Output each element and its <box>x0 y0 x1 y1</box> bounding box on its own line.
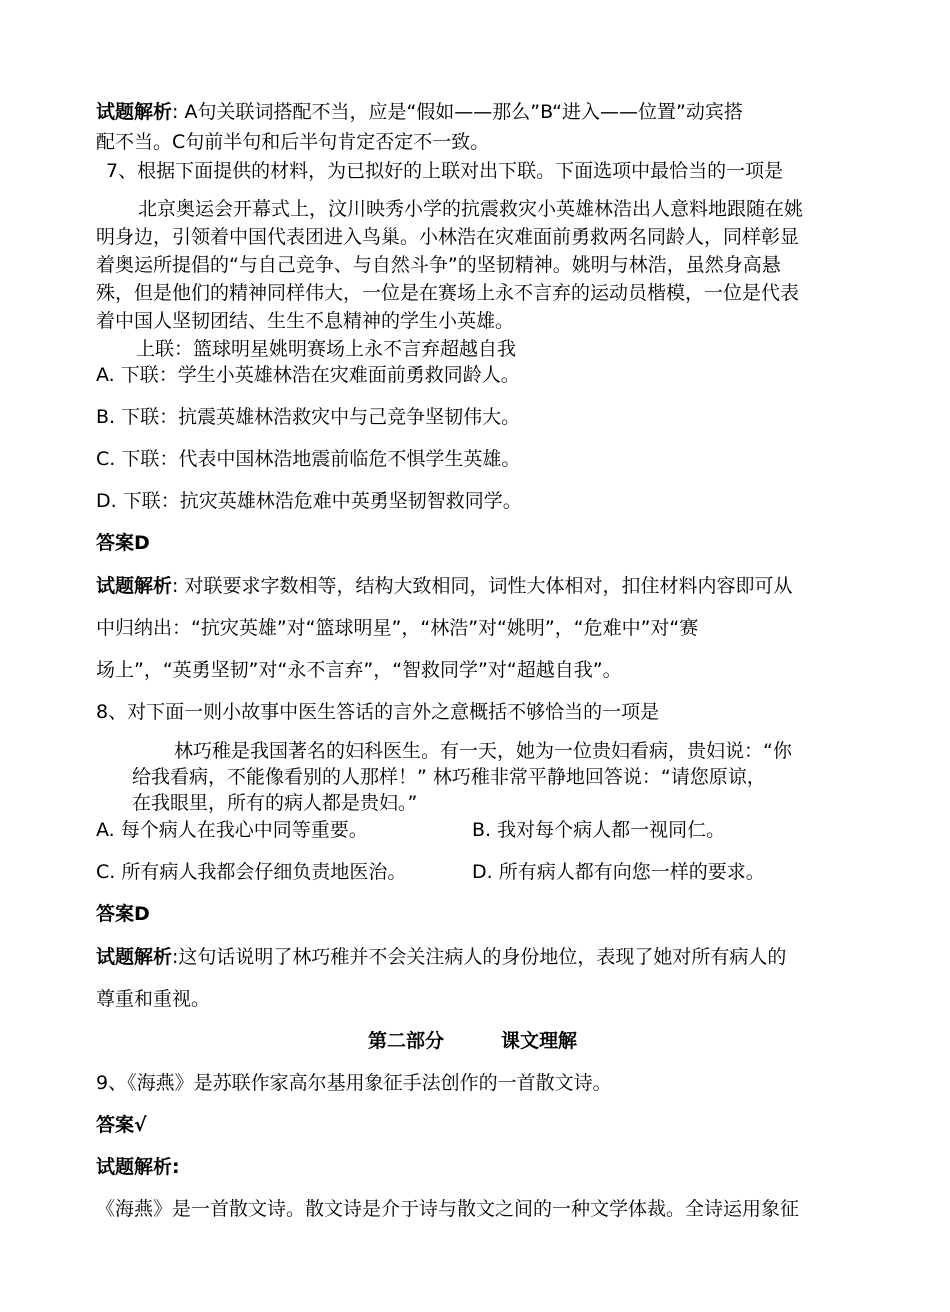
q7-analysis-text: : 对联要求字数相等，结构大致相同，词性大体相对，扣住材料内容即可从 <box>172 575 793 597</box>
part2-heading-right: 课文理解 <box>501 1030 578 1052</box>
q6-analysis-line1 <box>96 98 743 126</box>
q7-analysis-line2: 中归纳出：“抗灾英雄”对“篮球明星”，“林浩”对“姚明”，“危难中”对“赛 <box>96 617 699 639</box>
q7-material-line: 着中国人坚韧团结、生生不息精神的学生小英雄。 <box>96 310 515 332</box>
q8-option-a: A. 每个病人在我心中同等重要。 <box>96 819 368 841</box>
q7-option-a: A. 下联：学生小英雄林浩在灾难面前勇救同龄人。 <box>96 364 520 386</box>
q9-analysis-label: 试题解析: <box>96 1156 180 1178</box>
q7-option-d: D. 下联：抗灾英雄林浩危难中英勇坚韧智救同学。 <box>96 490 522 512</box>
q8-option-c: C. 所有病人我都会仔细负责地医治。 <box>96 861 407 883</box>
q8-story-line: 林巧稚是我国著名的妇科医生。有一天，她为一位贵妇看病，贵妇说：“你 <box>174 740 792 762</box>
q8-option-b: B. 我对每个病人都一视同仁。 <box>472 819 726 841</box>
q8-analysis-line1 <box>96 943 786 971</box>
q8-analysis-line2: 尊重和重视。 <box>96 988 211 1010</box>
part2-heading-left: 第二部分 <box>368 1030 445 1052</box>
q8-question: 8、对下面一则小故事中医生答话的言外之意概括不够恰当的一项是 <box>96 701 660 723</box>
q8-story-line: 在我眼里，所有的病人都是贵妇。” <box>132 792 418 814</box>
q7-question: 7、根据下面提供的材料，为已拟好的上联对出下联。下面选项中最恰当的一项是 <box>106 160 784 182</box>
q9-analysis-line1: 《海燕》是一首散文诗。散文诗是介于诗与散文之间的一种文学体裁。全诗运用象征 <box>96 1198 800 1220</box>
q8-analysis-label: 试题解析 <box>96 946 173 968</box>
q7-material-line: 殊，但是他们的精神同样伟大，一位是在赛场上永不言弃的运动员楷模，一位是代表 <box>96 282 800 304</box>
q7-analysis-label: 试题解析 <box>96 575 173 597</box>
q8-story-line: 给我看病，不能像看别的人那样！” 林巧稚非常平静地回答说：“请您原谅， <box>132 766 766 788</box>
q9-answer: 答案√ <box>96 1114 147 1136</box>
q7-analysis-line3: 场上”，“英勇坚韧”对“永不言弃”，“智救同学”对“超越自我”。 <box>96 659 622 681</box>
q7-upper-couplet: 上联：篮球明星姚明赛场上永不言弃超越自我 <box>136 338 517 360</box>
q8-answer: 答案D <box>96 903 150 925</box>
q9-question: 9、《海燕》是苏联作家高尔基用象征手法创作的一首散文诗。 <box>96 1072 612 1094</box>
q7-analysis-line1 <box>96 572 792 600</box>
q6-analysis-text1: : A句关联词搭配不当，应是“假如——那么”B“进入——位置”动宾搭 <box>172 101 743 123</box>
q7-material-line: 着奥运所提倡的“与自己竞争、与自然斗争”的坚韧精神。姚明与林浩，虽然身高悬 <box>96 254 781 276</box>
q6-analysis-line2: 配不当。C句前半句和后半句肯定否定不一致。 <box>96 131 490 153</box>
q8-option-d: D. 所有病人都有向您一样的要求。 <box>472 861 765 883</box>
q7-material-line: 明身边，引领着中国代表团进入鸟巢。小林浩在灾难面前勇救两名同龄人，同样彰显 <box>96 226 800 248</box>
q7-option-c: C. 下联：代表中国林浩地震前临危不惧学生英雄。 <box>96 448 521 470</box>
q7-answer: 答案D <box>96 532 150 554</box>
q6-analysis-label: 试题解析 <box>96 101 173 123</box>
q7-material-line: 北京奥运会开幕式上，汶川映秀小学的抗震救灾小英雄林浩出人意料地跟随在姚 <box>138 198 804 220</box>
q8-analysis-text: :这句话说明了林巧稚并不会关注病人的身份地位，表现了她对所有病人的 <box>172 946 787 968</box>
q7-option-b: B. 下联：抗震英雄林浩救灾中与己竞争坚韧伟大。 <box>96 406 521 428</box>
